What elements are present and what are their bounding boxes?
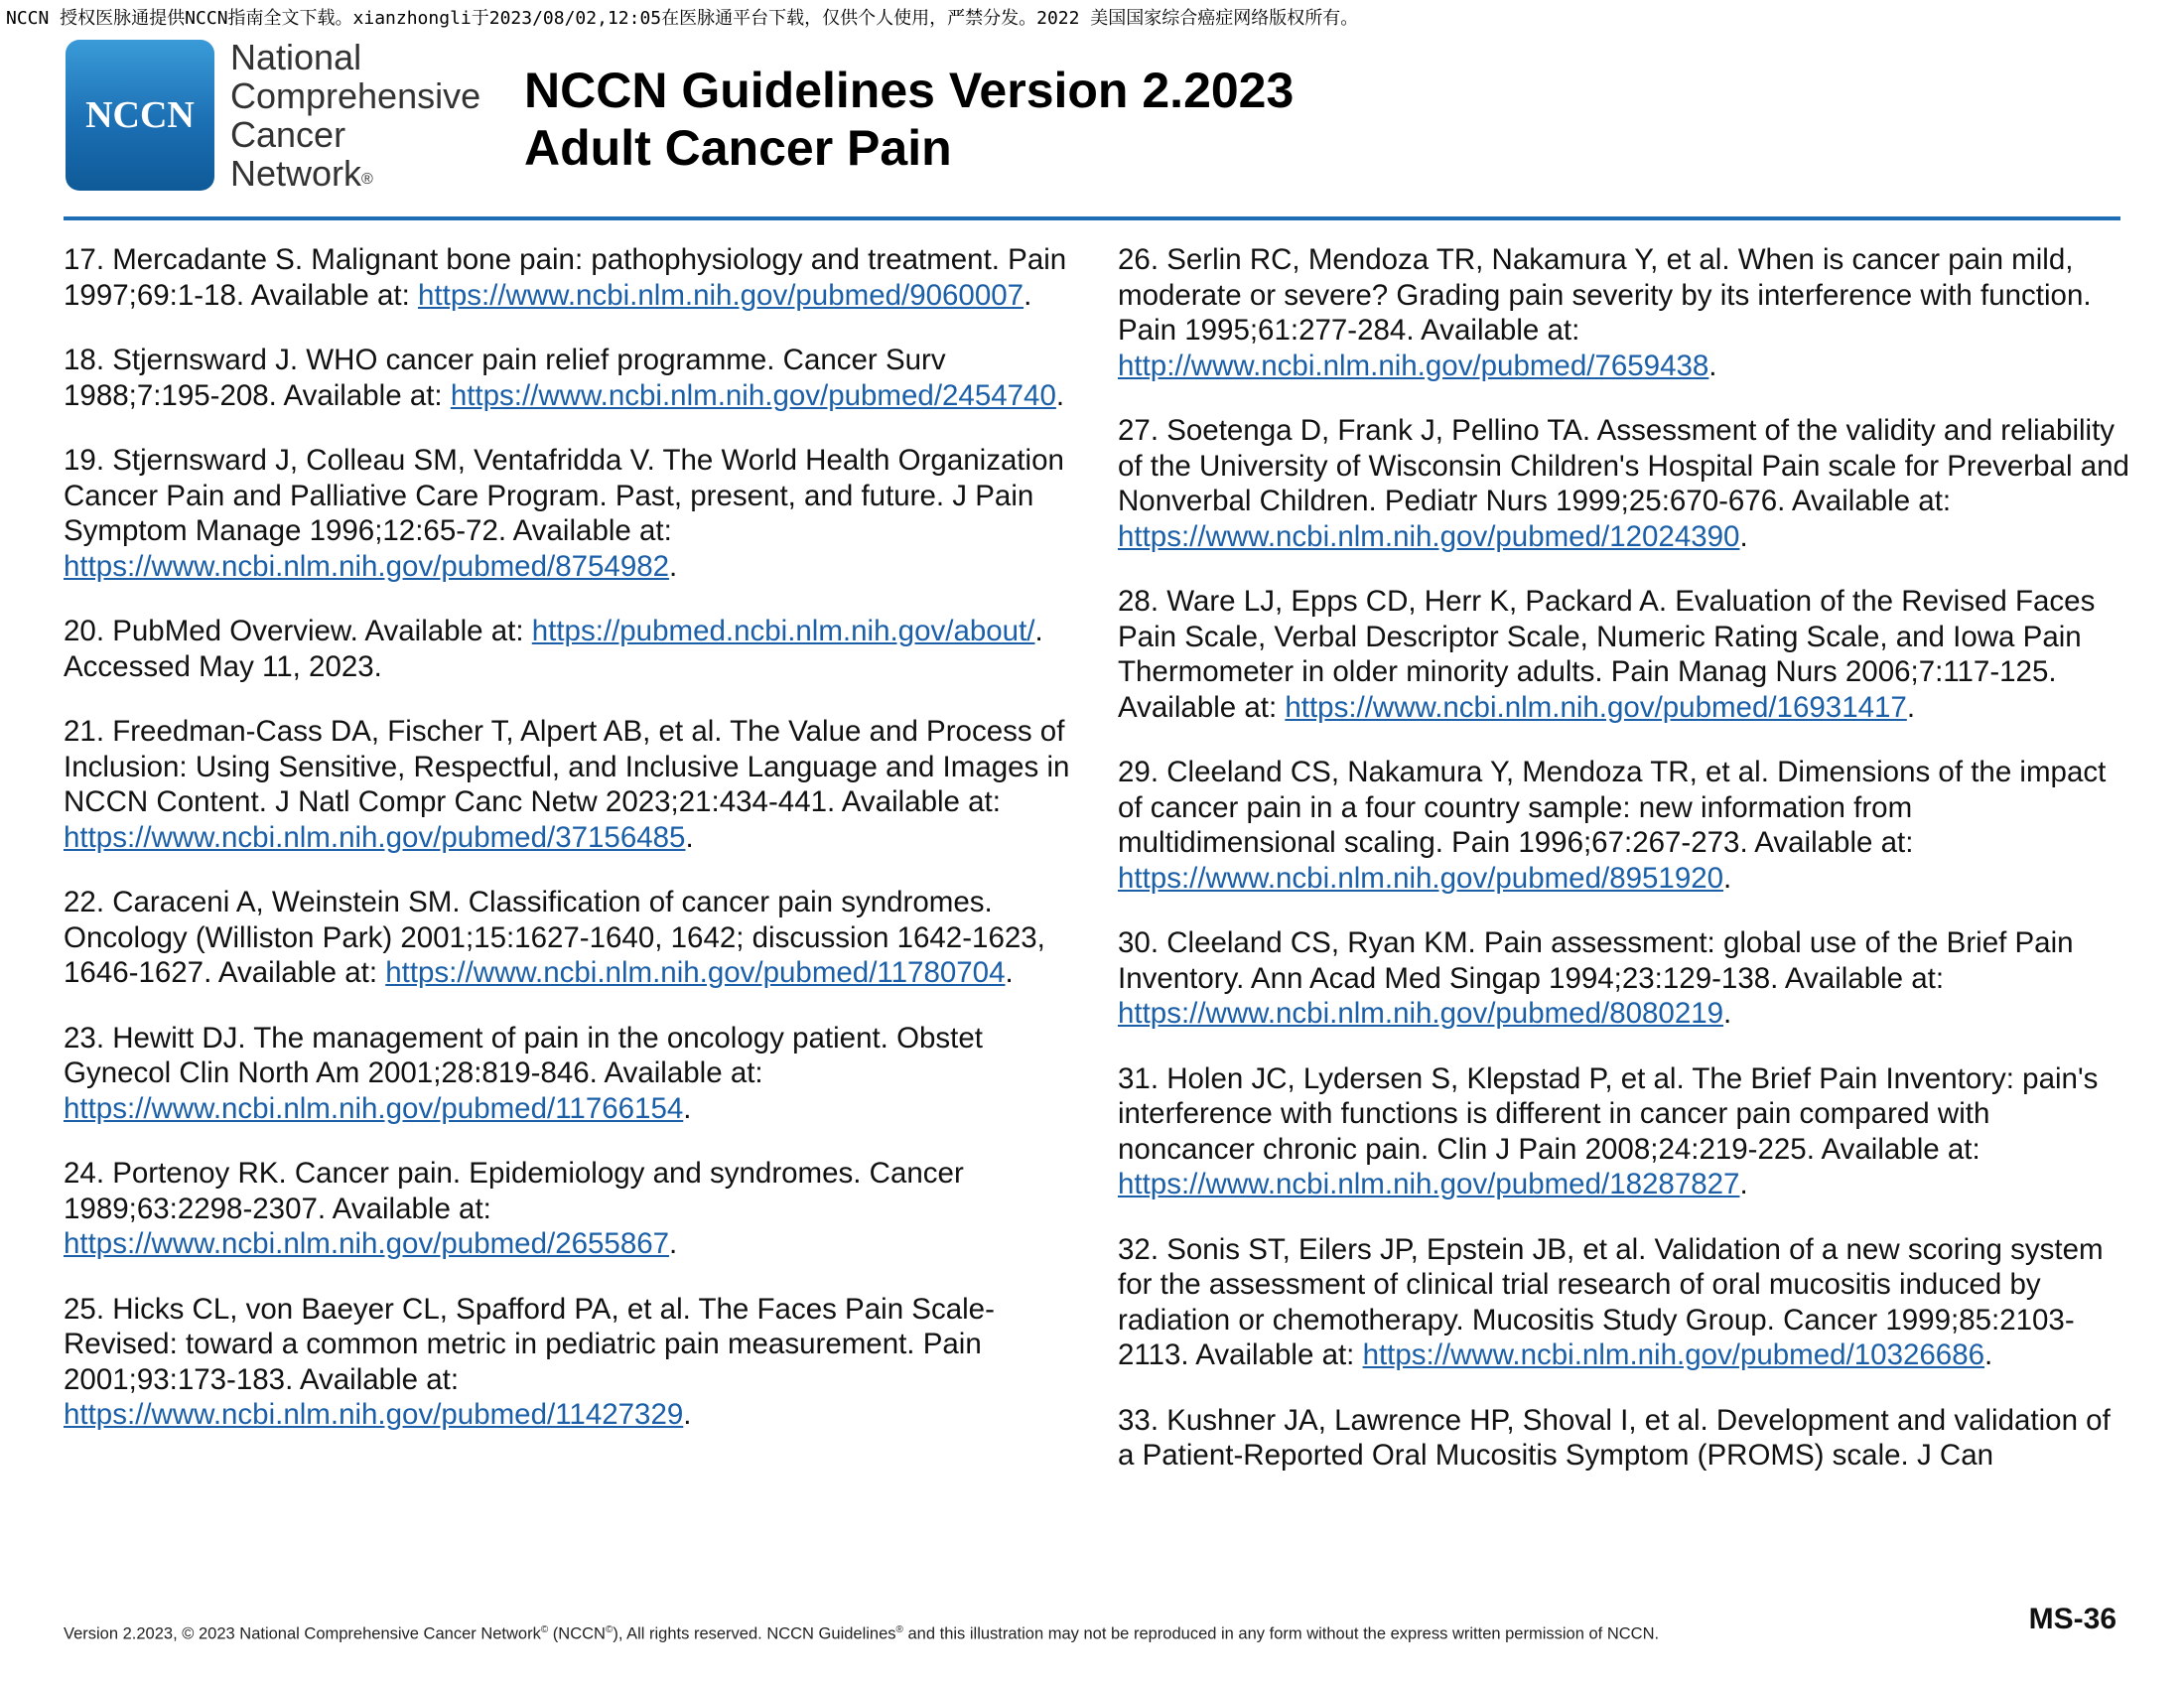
pubmed-link[interactable]: https://www.ncbi.nlm.nih.gov/pubmed/11780704 <box>385 956 1006 989</box>
pubmed-link[interactable]: https://www.ncbi.nlm.nih.gov/pubmed/37156485 <box>64 820 686 854</box>
pubmed-link[interactable]: https://www.ncbi.nlm.nih.gov/pubmed/8754982 <box>64 549 670 583</box>
pubmed-link[interactable]: https://www.ncbi.nlm.nih.gov/pubmed/12024390 <box>1118 519 1740 553</box>
reference-item <box>1118 1061 2130 1202</box>
reference-text: 20. PubMed Overview. Available at: <box>64 615 532 647</box>
reference-suffix: . <box>683 1398 692 1431</box>
reference-suffix: . <box>1739 519 1748 553</box>
organization-name <box>230 38 480 193</box>
pubmed-link[interactable]: https://www.ncbi.nlm.nih.gov/pubmed/10326686 <box>1362 1338 1985 1371</box>
header-divider <box>64 216 2120 220</box>
reference-text: 27. Soetenga D, Frank J, Pellino TA. Assessment of the validity and reliability of the University of Wisconsin Children's Hospital Pain scale for Preverbal and Nonverbal Children. Pediatr Nurs 1999;25:670-676. Available at: <box>1118 414 2129 517</box>
reference-item <box>64 1156 1086 1262</box>
reference-suffix: . <box>1723 861 1732 895</box>
guideline-topic-title: Adult Cancer Pain <box>524 120 952 176</box>
footer-text-3: ), All rights reserved. NCCN Guidelines <box>613 1624 896 1643</box>
pubmed-link[interactable]: https://www.ncbi.nlm.nih.gov/pubmed/8080219 <box>1118 997 1724 1030</box>
reference-item <box>1118 1232 2130 1373</box>
pubmed-link[interactable]: https://www.ncbi.nlm.nih.gov/pubmed/16931417 <box>1285 690 1907 724</box>
reference-suffix: . <box>1739 1168 1748 1200</box>
footer-text-4: and this illustration may not be reproduced in any form without the express written permission of NCCN. <box>902 1624 1660 1643</box>
reference-item <box>1118 242 2130 383</box>
reference-text: 33. Kushner JA, Lawrence HP, Shoval I, et al. Development and validation of a Patient-Reported Oral Mucositis Symptom (PROMS) scale. J Can <box>1118 1403 2111 1472</box>
org-name-line-3: Cancer <box>230 114 346 155</box>
reference-text: 23. Hewitt DJ. The management of pain in the oncology patient. Obstet Gynecol Clin North Am 2001;28:819-846. Available at: <box>64 1021 983 1089</box>
reference-suffix: . <box>1723 997 1732 1030</box>
reference-suffix: . <box>1055 378 1065 412</box>
reference-text: 21. Freedman-Cass DA, Fischer T, Alpert AB, et al. The Value and Process of Inclusion: Using Sensitive, Respectful, and Inclusive Language and Images in NCCN Content. J Natl Compr Canc Netw 2023;21:434-441. Available at: <box>64 715 1070 818</box>
reference-text: 17. Mercadante S. Malignant bone pain: pathophysiology and treatment. Pain 1997;69:1-18. Available at: <box>64 243 1067 312</box>
reference-text: 25. Hicks CL, von Baeyer CL, Spafford PA, et al. The Faces Pain Scale-Revised: toward a common metric in pediatric pain measurement. Pain 2001;93:173-183. Available at: <box>64 1292 995 1396</box>
reference-item <box>1118 1403 2130 1474</box>
reference-text: 22. Caraceni A, Weinstein SM. Classification of cancer pain syndromes. Oncology (Williston Park) 2001;15:1627-1640, 1642; discussion 1642-1623, 1646-1627. Available at: <box>64 886 1045 989</box>
reference-suffix: . <box>685 820 694 854</box>
reference-item <box>64 1292 1086 1433</box>
reference-text: 29. Cleeland CS, Nakamura Y, Mendoza TR, et al. Dimensions of the impact of cancer pain in a four country sample: new information from multidimensional scaling. Pain 1996;67:267-273. Available at: <box>1118 756 2107 859</box>
download-watermark: NCCN 授权医脉通提供NCCN指南全文下载。xianzhongli于2023/08/02,12:05在医脉通平台下载，仅供个人使用，严禁分发。2022 美国国家综合癌症网络版权所有。 <box>6 8 1359 29</box>
reference-suffix: . <box>1005 956 1014 989</box>
reference-text: 24. Portenoy RK. Cancer pain. Epidemiology and syndromes. Cancer 1989;63:2298-2307. Available at: <box>64 1157 964 1225</box>
pubmed-link[interactable]: https://www.ncbi.nlm.nih.gov/pubmed/18287827 <box>1118 1168 1740 1200</box>
reference-item <box>64 343 1086 413</box>
pubmed-link[interactable]: https://www.ncbi.nlm.nih.gov/pubmed/8951920 <box>1118 861 1724 895</box>
reference-suffix: . <box>683 1091 692 1125</box>
footer-text-1: Version 2.2023, © 2023 National Comprehensive Cancer Network <box>64 1624 541 1643</box>
pubmed-link[interactable]: http://www.ncbi.nlm.nih.gov/pubmed/7659438 <box>1118 349 1709 382</box>
footer-reg-2: © <box>605 1624 614 1635</box>
guideline-version-title: NCCN Guidelines Version 2.2023 <box>524 63 1295 118</box>
reference-text: 32. Sonis ST, Eilers JP, Epstein JB, et al. Validation of a new scoring system for the assessment of clinical trial research of oral mucositis induced by radiation or chemotherapy. Mucositis Study Group. Cancer 1999;85:2103-2113. Available at: <box>1118 1232 2104 1371</box>
reference-item <box>1118 755 2130 896</box>
pubmed-link[interactable]: https://pubmed.ncbi.nlm.nih.gov/about/ <box>531 615 1035 647</box>
nccn-logo-mark: NCCN <box>85 94 195 136</box>
pubmed-link[interactable]: https://www.ncbi.nlm.nih.gov/pubmed/11766154 <box>64 1091 684 1125</box>
reference-suffix: . <box>1984 1338 1993 1371</box>
org-name-line-4 <box>230 154 480 193</box>
reference-suffix: . Accessed May 11, 2023. <box>64 615 1043 683</box>
pubmed-link[interactable]: https://www.ncbi.nlm.nih.gov/pubmed/2454740 <box>450 378 1056 412</box>
reference-text: 18. Stjernsward J. WHO cancer pain relief programme. Cancer Surv 1988;7:195-208. Available at: <box>64 344 946 412</box>
reference-text: 26. Serlin RC, Mendoza TR, Nakamura Y, et al. When is cancer pain mild, moderate or severe? Grading pain severity by its interference with function. Pain 1995;61:277-284. Available at: <box>1118 243 2092 347</box>
reference-item <box>64 614 1086 684</box>
page-number: MS-36 <box>2028 1603 2116 1635</box>
reference-suffix: . <box>1024 278 1032 312</box>
reference-item <box>1118 413 2130 554</box>
org-name-line-1: National <box>230 37 362 77</box>
org-name-network: Network <box>230 153 362 194</box>
reference-suffix: . <box>1906 690 1916 724</box>
pubmed-link[interactable]: https://www.ncbi.nlm.nih.gov/pubmed/11427329 <box>64 1398 684 1431</box>
nccn-logo[interactable] <box>66 40 214 191</box>
reference-item <box>64 714 1086 855</box>
reference-text: 31. Holen JC, Lydersen S, Klepstad P, et al. The Brief Pain Inventory: pain's interference with functions is different in cancer pain compared with noncancer chronic pain. Clin J Pain 2008;24:219-225. Available at: <box>1118 1061 2099 1166</box>
reference-text: 30. Cleeland CS, Ryan KM. Pain assessment: global use of the Brief Pain Inventory. Ann Acad Med Singap 1994;23:129-138. Available at: <box>1118 926 2074 995</box>
reference-item <box>64 885 1086 991</box>
reference-text: 19. Stjernsward J, Colleau SM, Ventafridda V. The World Health Organization Cancer Pain and Palliative Care Program. Past, present, and future. J Pain Symptom Manage 1996;12:65-72. Available at: <box>64 444 1064 547</box>
reference-item <box>64 443 1086 584</box>
footer-text-2: (NCCN <box>548 1624 606 1643</box>
pubmed-link[interactable]: https://www.ncbi.nlm.nih.gov/pubmed/9060007 <box>418 278 1024 312</box>
reference-text: 28. Ware LJ, Epps CD, Herr K, Packard A. Evaluation of the Revised Faces Pain Scale, Verbal Descriptor Scale, Numeric Rating Scale, and Iowa Pain Thermometer in older minority adults. Pain Manag Nurs 2006;7:117-125. Available at: <box>1118 585 2096 724</box>
pubmed-link[interactable]: https://www.ncbi.nlm.nih.gov/pubmed/2655867 <box>64 1227 670 1260</box>
references-right-column <box>1118 242 2130 1503</box>
references-left-column <box>64 242 1086 1463</box>
org-name-line-2: Comprehensive <box>230 75 481 116</box>
copyright-footer <box>64 1624 1659 1644</box>
reference-suffix: . <box>669 549 678 583</box>
reference-item <box>64 1021 1086 1127</box>
reference-item <box>1118 925 2130 1032</box>
registered-mark: ® <box>361 171 373 188</box>
page-title <box>524 62 1294 177</box>
reference-suffix: . <box>1708 349 1717 382</box>
footer-reg-1: © <box>540 1624 549 1635</box>
reference-item <box>1118 584 2130 725</box>
footer-reg-3: ® <box>895 1624 903 1635</box>
reference-item <box>64 242 1086 313</box>
reference-suffix: . <box>669 1227 678 1260</box>
